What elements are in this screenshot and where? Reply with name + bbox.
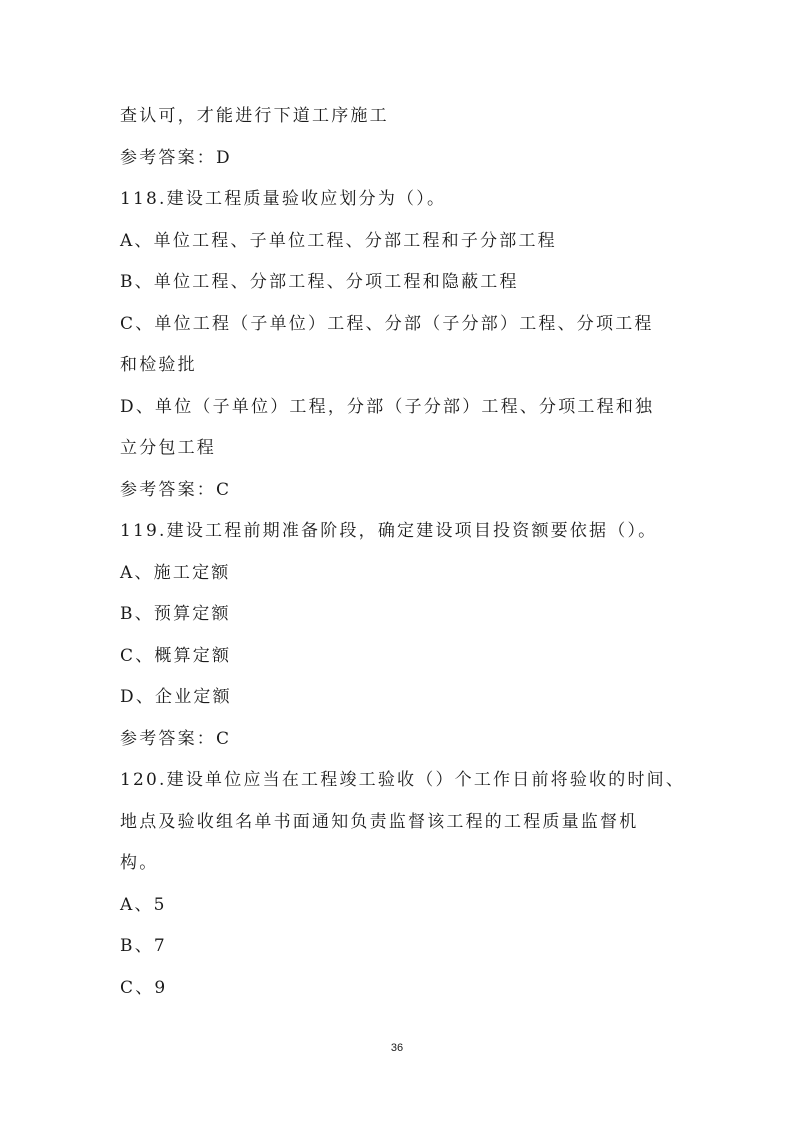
option-c: C、9 — [120, 977, 168, 998]
question-118: 118.建设工程质量验收应划分为（）。 — [120, 189, 447, 209]
answer-line: 参考答案：C — [120, 728, 232, 749]
question-119: 119.建设工程前期准备阶段，确定建设项目投资额要依据（）。 — [120, 521, 658, 541]
page-content — [120, 96, 686, 1009]
question-120-continued: 地点及验收组名单书面通知负责监督该工程的工程质量监督机 — [120, 811, 639, 832]
option-d: D、单位（子单位）工程，分部（子分部）工程、分项工程和独 — [120, 396, 655, 417]
option-c: C、概算定额 — [120, 645, 232, 666]
answer-line: 参考答案：D — [120, 147, 232, 168]
option-d: D、企业定额 — [120, 687, 232, 707]
option-a: A、单位工程、子单位工程、分部工程和子分部工程 — [120, 230, 557, 251]
question-120: 120.建设单位应当在工程竣工验收（）个工作日前将验收的时间、 — [120, 770, 686, 790]
option-a: A、5 — [120, 894, 167, 915]
option-d-continued: 立分包工程 — [120, 438, 216, 458]
option-b: B、7 — [120, 936, 167, 956]
page-number: 36 — [390, 1042, 404, 1054]
option-a: A、施工定额 — [120, 562, 231, 583]
option-b: B、预算定额 — [120, 604, 231, 624]
question-120-end: 构。 — [120, 853, 159, 873]
answer-line: 参考答案：C — [120, 479, 232, 500]
option-b: B、单位工程、分部工程、分项工程和隐蔽工程 — [120, 272, 519, 292]
option-c: C、单位工程（子单位）工程、分部（子分部）工程、分项工程 — [120, 313, 654, 334]
text-line: 查认可，才能进行下道工序施工 — [120, 106, 389, 126]
option-c-continued: 和检验批 — [120, 355, 197, 375]
